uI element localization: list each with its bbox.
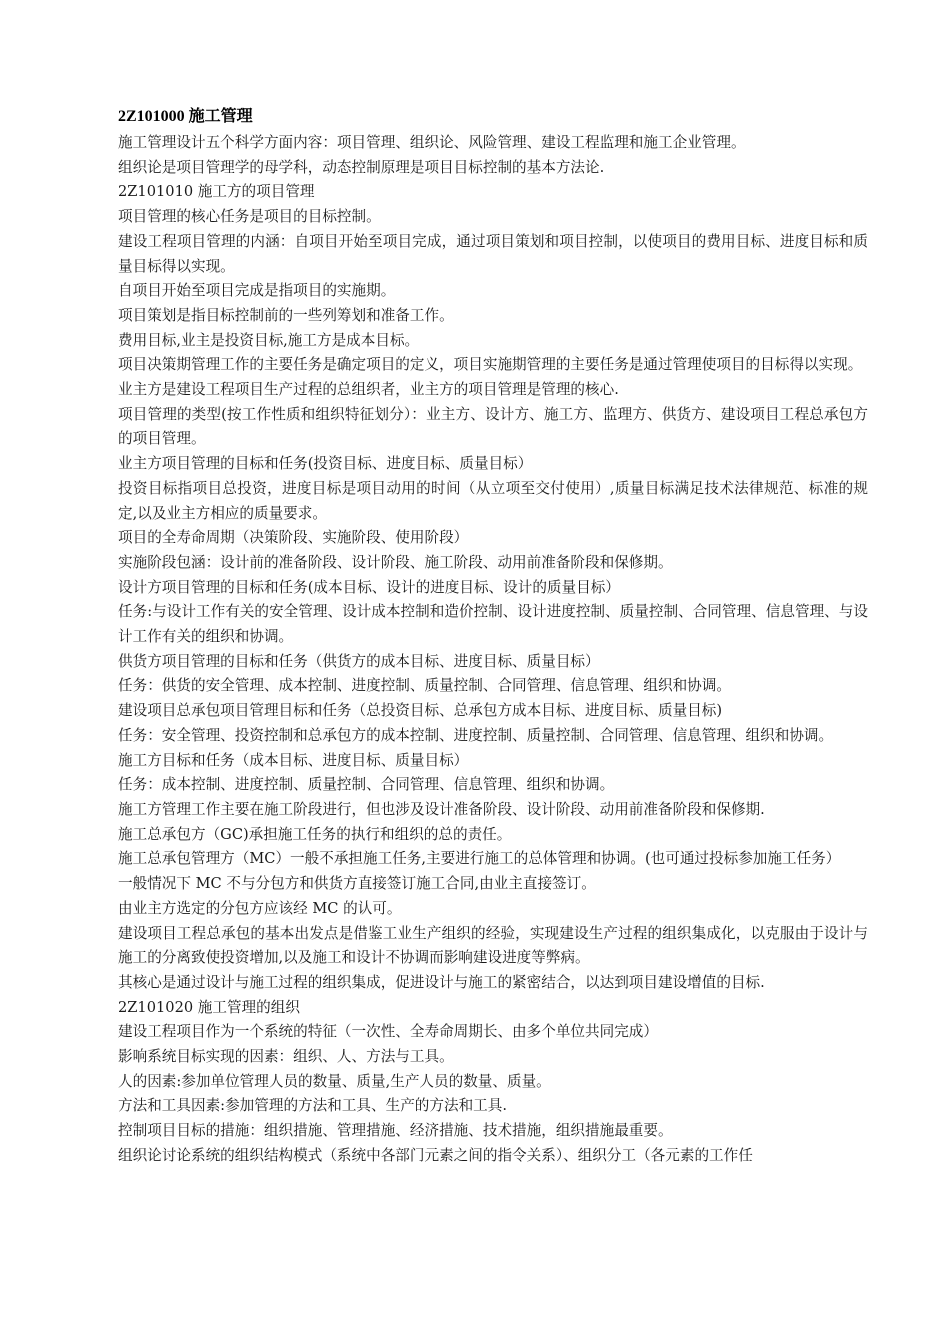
- paragraph: 施工管理设计五个科学方面内容：项目管理、组织论、风险管理、建设工程监理和施工企业管理。: [118, 134, 746, 151]
- paragraph: 建设工程项目作为一个系统的特征（一次性、全寿命周期长、由多个单位共同完成）: [118, 1023, 658, 1041]
- paragraph: 项目策划是指目标控制前的一些列筹划和准备工作。: [118, 306, 454, 324]
- section-heading: 2Z101010 施工方的项目管理: [118, 183, 315, 201]
- paragraph: 项目管理的类型(按工作性质和组织特征划分）：业主方、设计方、施工方、监理方、供货方、建设项目工程总承包方的项目管理。: [118, 405, 868, 448]
- paragraph: 控制项目目标的措施：组织措施、管理措施、经济措施、技术措施，组织措施最重要。: [118, 1122, 673, 1140]
- paragraph: 实施阶段包涵：设计前的准备阶段、设计阶段、施工阶段、动用前准备阶段和保修期。: [118, 553, 673, 571]
- paragraph: 组织论是项目管理学的母学科，动态控制原理是项目目标控制的基本方法论.: [118, 158, 605, 176]
- paragraph: 费用目标,业主是投资目标,施工方是成本目标。: [118, 331, 420, 349]
- paragraph: 供货方项目管理的目标和任务（供货方的成本目标、进度目标、质量目标）: [118, 652, 600, 670]
- document-title: 2Z101000 施工管理: [118, 108, 253, 125]
- paragraph: 项目管理的核心任务是项目的目标控制。: [118, 208, 381, 226]
- section-heading: 2Z101020 施工管理的组织: [118, 998, 300, 1016]
- paragraph: 由业主方选定的分包方应该经 MC 的认可。: [118, 899, 402, 917]
- paragraph: 业主方是建设工程项目生产过程的总组织者，业主方的项目管理是管理的核心.: [118, 381, 619, 399]
- document-page: [118, 104, 868, 1169]
- paragraph: 施工总承包管理方（MC）一般不承担施工任务,主要进行施工的总体管理和协调。(也可通过投标参加施工任务）: [118, 850, 841, 868]
- paragraph: 其核心是通过设计与施工过程的组织集成，促进设计与施工的紧密结合，以达到项目建设增值的目标.: [118, 973, 765, 991]
- paragraph: 业主方项目管理的目标和任务(投资目标、进度目标、质量目标）: [118, 455, 533, 473]
- paragraph: 施工方管理工作主要在施工阶段进行，但也涉及设计准备阶段、设计阶段、动用前准备阶段和保修期.: [118, 800, 765, 818]
- paragraph: 施工总承包方（GC)承担施工任务的执行和组织的总的责任。: [118, 825, 512, 843]
- paragraph: 组织论讨论系统的组织结构模式（系统中各部门元素之间的指令关系）、组织分工（各元素的工作任: [118, 1146, 753, 1164]
- paragraph: 投资目标指项目总投资，进度目标是项目动用的时间（从立项至交付使用）,质量目标满足技术法律规范、标准的规定,以及业主方相应的质量要求。: [118, 479, 868, 522]
- paragraph: 任务：成本控制、进度控制、质量控制、合同管理、信息管理、组织和协调。: [118, 776, 615, 794]
- paragraph: 建设工程项目管理的内涵：自项目开始至项目完成，通过项目策划和项目控制，以使项目的费用目标、进度目标和质量目标得以实现。: [118, 232, 868, 275]
- paragraph: 一般情况下 MC 不与分包方和供货方直接签订施工合同,由业主直接签订。: [118, 875, 596, 893]
- paragraph: 方法和工具因素:参加管理的方法和工具、生产的方法和工具.: [118, 1097, 507, 1115]
- paragraph: 设计方项目管理的目标和任务(成本目标、设计的进度目标、设计的质量目标）: [118, 578, 620, 596]
- paragraph: 自项目开始至项目完成是指项目的实施期。: [118, 282, 396, 300]
- paragraph: 施工方目标和任务（成本目标、进度目标、质量目标）: [118, 751, 469, 769]
- paragraph: 任务:与设计工作有关的安全管理、设计成本控制和造价控制、设计进度控制、质量控制、合同管理、信息管理、与设计工作有关的组织和协调。: [118, 603, 868, 646]
- paragraph: 建设项目工程总承包的基本出发点是借鉴工业生产组织的经验，实现建设生产过程的组织集成化，以克服由于设计与施工的分离致使投资增加,以及施工和设计不协调而影响建设进度等弊病。: [118, 924, 868, 967]
- paragraph: 任务：供货的安全管理、成本控制、进度控制、质量控制、合同管理、信息管理、组织和协调。: [118, 677, 731, 695]
- paragraph: 任务：安全管理、投资控制和总承包方的成本控制、进度控制、质量控制、合同管理、信息管理、组织和协调。: [118, 726, 834, 744]
- paragraph: 人的因素:参加单位管理人员的数量、质量,生产人员的数量、质量。: [118, 1072, 551, 1090]
- paragraph: 影响系统目标实现的因素：组织、人、方法与工具。: [118, 1048, 454, 1066]
- paragraph: 项目决策期管理工作的主要任务是确定项目的定义，项目实施期管理的主要任务是通过管理使项目的目标得以实现。: [118, 356, 863, 374]
- paragraph: 建设项目总承包项目管理目标和任务（总投资目标、总承包方成本目标、进度目标、质量目标): [118, 702, 723, 720]
- paragraph: 项目的全寿命周期（决策阶段、实施阶段、使用阶段）: [118, 529, 469, 547]
